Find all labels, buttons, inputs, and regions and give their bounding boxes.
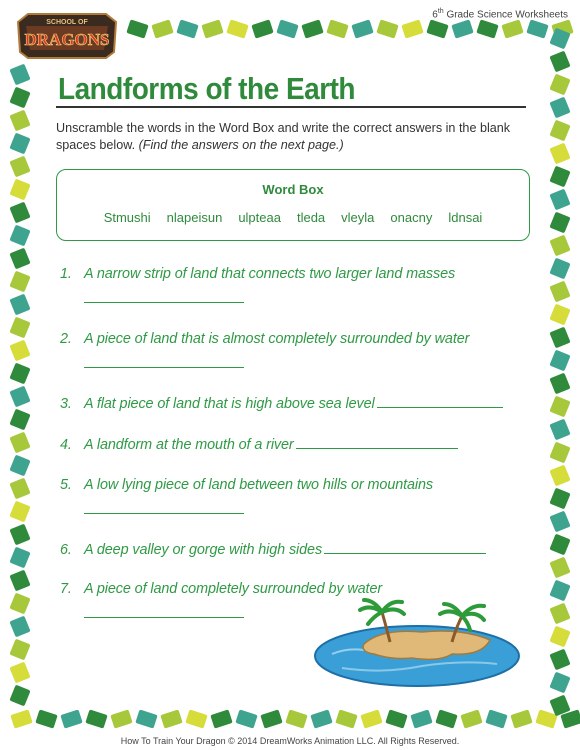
border-stroke: [549, 488, 570, 510]
border-stroke: [9, 685, 30, 707]
word-item: nlapeisun: [166, 210, 223, 225]
instructions-note: (Find the answers on the next page.): [138, 138, 344, 152]
question-text: A deep valley or gorge with high sides: [84, 542, 323, 558]
answer-line-2[interactable]: [84, 367, 244, 368]
border-stroke: [410, 709, 432, 728]
border-stroke: [110, 709, 132, 728]
border-stroke: [9, 225, 30, 247]
border-stroke: [9, 478, 30, 500]
border-stroke: [326, 19, 348, 38]
border-stroke: [549, 143, 570, 165]
answer-line-6[interactable]: [324, 540, 486, 554]
question-1: [60, 266, 455, 282]
question-text: A low lying piece of land between two hills or mountains: [84, 477, 434, 493]
border-stroke: [451, 19, 473, 38]
border-stroke: [9, 64, 30, 86]
answer-line-3[interactable]: [377, 394, 503, 408]
border-stroke: [9, 616, 30, 638]
border-stroke: [9, 179, 30, 201]
question-text: A flat piece of land that is high above sea level: [84, 396, 375, 412]
word-item: ulpteaa: [238, 210, 281, 225]
question-number: 5.: [60, 477, 72, 493]
answer-line-4[interactable]: [296, 435, 458, 449]
question-3: [60, 394, 503, 412]
word-item: vleyla: [341, 210, 375, 225]
border-stroke: [549, 189, 570, 211]
border-stroke: [310, 709, 332, 728]
title-divider: [56, 106, 526, 108]
question-number: 6.: [60, 542, 72, 558]
border-stroke: [401, 19, 423, 38]
border-stroke: [549, 235, 570, 257]
word-item: ldnsai: [448, 210, 483, 225]
border-stroke: [549, 350, 570, 372]
border-stroke: [235, 709, 257, 728]
word-list: [57, 210, 529, 225]
border-stroke: [60, 709, 82, 728]
border-stroke: [251, 19, 273, 38]
border-stroke: [9, 593, 30, 615]
answer-line-7[interactable]: [84, 617, 244, 618]
border-stroke: [9, 524, 30, 546]
border-stroke: [549, 396, 570, 418]
word-item: Stmushi: [103, 210, 151, 225]
border-stroke: [549, 442, 570, 464]
border-stroke: [9, 662, 30, 684]
answer-line-1[interactable]: [84, 302, 244, 303]
logo-text-main: DRAGONS: [24, 30, 110, 49]
border-stroke: [260, 709, 282, 728]
border-stroke: [9, 432, 30, 454]
question-number: 2.: [60, 331, 72, 347]
question-number: 3.: [60, 396, 72, 412]
border-stroke: [549, 580, 570, 602]
word-item: tleda: [296, 210, 326, 225]
border-stroke: [9, 317, 30, 339]
border-stroke: [549, 373, 570, 395]
border-stroke: [526, 19, 548, 38]
border-stroke: [9, 294, 30, 316]
border-stroke: [185, 709, 207, 728]
copyright-footer: How To Train Your Dragon © 2014 DreamWorks Animation LLC. All Rights Reserved.: [120, 736, 460, 746]
question-5: [60, 477, 433, 493]
word-box-title: Word Box: [262, 182, 324, 197]
border-stroke: [510, 709, 532, 728]
border-stroke: [210, 709, 232, 728]
question-number: 7.: [60, 581, 72, 597]
border-stroke: [460, 709, 482, 728]
border-stroke: [10, 709, 32, 728]
border-stroke: [9, 340, 30, 362]
border-stroke: [549, 649, 570, 671]
border-stroke: [226, 19, 248, 38]
border-stroke: [9, 409, 30, 431]
border-stroke: [9, 639, 30, 661]
instructions: [56, 120, 526, 154]
border-stroke: [285, 709, 307, 728]
border-stroke: [335, 709, 357, 728]
word-box: [56, 169, 530, 241]
border-stroke: [360, 709, 382, 728]
question-6: [60, 540, 486, 558]
border-stroke: [549, 603, 570, 625]
border-stroke: [9, 570, 30, 592]
border-stroke: [549, 97, 570, 119]
border-stroke: [9, 455, 30, 477]
question-number: 1.: [60, 266, 72, 282]
border-stroke: [9, 110, 30, 132]
border-stroke: [176, 19, 198, 38]
border-stroke: [9, 501, 30, 523]
border-stroke: [549, 626, 570, 648]
border-stroke: [9, 363, 30, 385]
page-title: Landforms of the Earth: [58, 72, 356, 106]
border-stroke: [549, 166, 570, 188]
question-7: [60, 581, 382, 597]
border-stroke: [549, 672, 570, 694]
border-stroke: [9, 133, 30, 155]
border-stroke: [426, 19, 448, 38]
border-stroke: [549, 258, 570, 280]
border-stroke: [549, 511, 570, 533]
border-stroke: [201, 19, 223, 38]
border-stroke: [476, 19, 498, 38]
border-stroke: [549, 212, 570, 234]
border-stroke: [501, 19, 523, 38]
border-stroke: [151, 19, 173, 38]
border-stroke: [549, 51, 570, 73]
border-stroke: [35, 709, 57, 728]
border-stroke: [549, 327, 570, 349]
answer-line-5[interactable]: [84, 513, 244, 514]
grade-label: [432, 8, 568, 20]
border-stroke: [160, 709, 182, 728]
border-stroke: [549, 281, 570, 303]
border-stroke: [9, 386, 30, 408]
question-number: 4.: [60, 437, 72, 453]
logo-text-top: SCHOOL OF: [46, 19, 88, 26]
border-stroke: [549, 534, 570, 556]
border-stroke: [549, 557, 570, 579]
question-4: [60, 435, 458, 453]
border-stroke: [9, 202, 30, 224]
worksheet-label: Grade Science Worksheets: [443, 9, 568, 21]
grade-number: 6: [432, 9, 438, 21]
border-stroke: [549, 74, 570, 96]
border-stroke: [385, 709, 407, 728]
border-stroke: [351, 19, 373, 38]
question-text: A landform at the mouth of a river: [84, 437, 294, 453]
border-stroke: [9, 547, 30, 569]
border-stroke: [9, 87, 30, 109]
border-stroke: [276, 19, 298, 38]
border-stroke: [85, 709, 107, 728]
border-stroke: [9, 271, 30, 293]
border-stroke: [9, 248, 30, 270]
border-stroke: [435, 709, 457, 728]
border-stroke: [485, 709, 507, 728]
border-stroke: [549, 304, 570, 326]
instructions-text: Unscramble the words in the Word Box and write the correct answers in the blank spaces below.: [56, 121, 511, 152]
border-stroke: [126, 19, 148, 38]
border-stroke: [549, 120, 570, 142]
question-text: A piece of land that is almost completely surrounded by water: [84, 331, 470, 347]
border-stroke: [549, 465, 570, 487]
question-2: [60, 331, 469, 347]
border-stroke: [549, 419, 570, 441]
grade-suffix: th: [437, 8, 444, 15]
border-stroke: [9, 156, 30, 178]
question-text: A piece of land completely surrounded by water: [84, 581, 383, 597]
island-illustration: [312, 598, 522, 688]
border-stroke: [135, 709, 157, 728]
word-item: onacny: [390, 210, 433, 225]
question-text: A narrow strip of land that connects two larger land masses: [84, 266, 456, 282]
border-stroke: [301, 19, 323, 38]
school-of-dragons-logo: [14, 8, 120, 62]
border-stroke: [376, 19, 398, 38]
